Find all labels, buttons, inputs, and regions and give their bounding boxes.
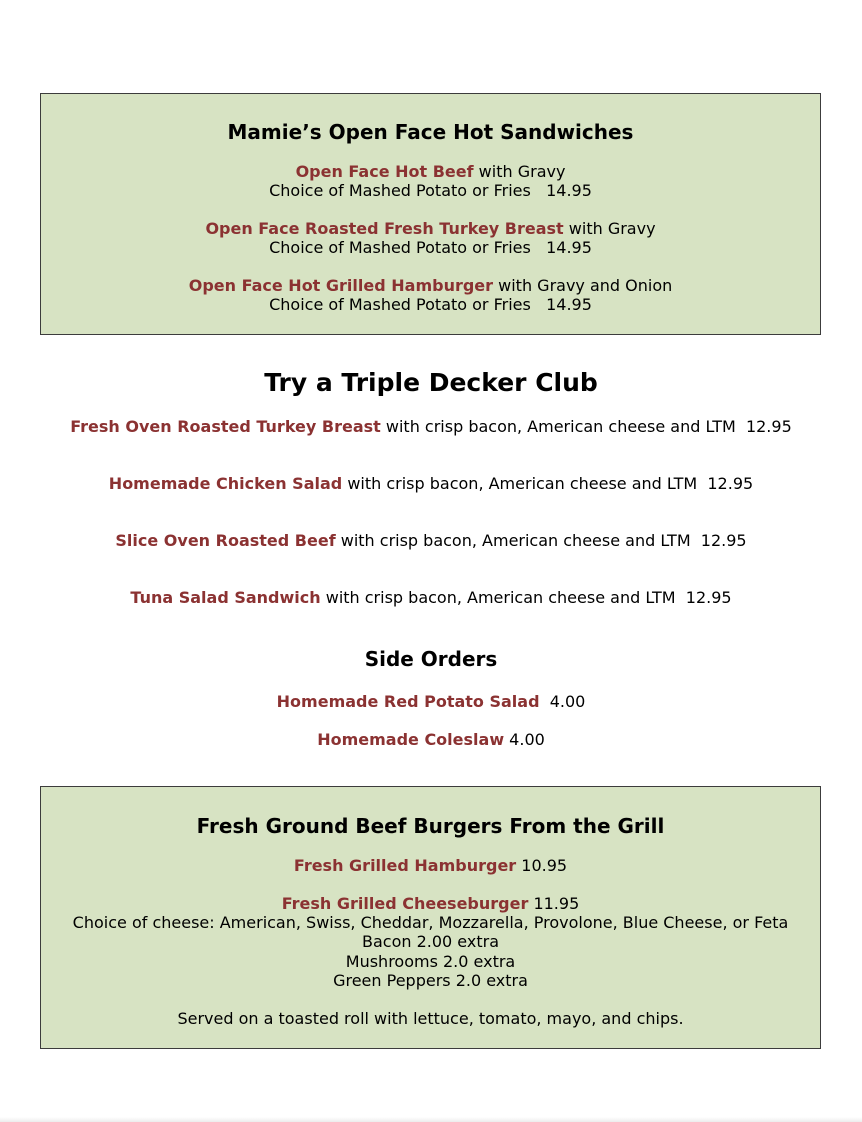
menu-item [0, 692, 862, 712]
item-detail: Choice of Mashed Potato or Fries 14.95 [269, 295, 592, 314]
item-description: with Gravy [473, 162, 566, 181]
item-price: 10.95 [516, 856, 568, 875]
menu-item [41, 276, 820, 296]
item-name: Homemade Coleslaw [317, 730, 505, 749]
item-name: Fresh Grilled Cheeseburger [281, 894, 529, 913]
item-description: with Gravy [563, 219, 656, 238]
item-detail: Choice of Mashed Potato or Fries 14.95 [269, 181, 592, 200]
item-price: 4.00 [539, 692, 586, 711]
item-name: Homemade Chicken Salad [108, 474, 343, 493]
item-name: Fresh Grilled Hamburger [293, 856, 517, 875]
item-name: Tuna Salad Sandwich [130, 588, 321, 607]
club-title: Try a Triple Decker Club [264, 368, 598, 397]
item-description: with Gravy and Onion [493, 276, 673, 295]
menu-item [0, 588, 862, 608]
item-name: Homemade Red Potato Salad [276, 692, 540, 711]
menu-item [41, 219, 820, 239]
burgers-footer-note: Served on a toasted roll with lettuce, tomato, mayo, and chips. [177, 1009, 684, 1028]
menu-item [41, 162, 820, 182]
item-detail: Choice of Mashed Potato or Fries 14.95 [269, 238, 592, 257]
item-price: 4.00 [504, 730, 545, 749]
menu-item [0, 474, 862, 494]
item-name: Open Face Hot Grilled Hamburger [188, 276, 494, 295]
cheese-choice: Choice of cheese: American, Swiss, Cheddar, Mozzarella, Provolone, Blue Cheese, or Feta [72, 913, 789, 932]
item-price: 11.95 [528, 894, 580, 913]
menu-item [41, 894, 820, 914]
menu-item [41, 856, 820, 876]
extra-option: Bacon 2.00 extra [362, 932, 499, 951]
menu-item [0, 730, 862, 750]
menu-item [0, 531, 862, 551]
extra-option: Green Peppers 2.0 extra [333, 971, 528, 990]
burgers-title: Fresh Ground Beef Burgers From the Grill [196, 814, 665, 838]
item-description: with crisp bacon, American cheese and LTM 12.95 [380, 417, 792, 436]
burgers-section [40, 786, 821, 1049]
item-name: Open Face Roasted Fresh Turkey Breast [205, 219, 564, 238]
item-description: with crisp bacon, American cheese and LTM 12.95 [342, 474, 754, 493]
extra-option: Mushrooms 2.0 extra [345, 952, 516, 971]
sides-title: Side Orders [364, 647, 498, 671]
item-description: with crisp bacon, American cheese and LTM 12.95 [335, 531, 747, 550]
menu-item [0, 417, 862, 437]
item-description: with crisp bacon, American cheese and LTM 12.95 [320, 588, 732, 607]
item-name: Open Face Hot Beef [295, 162, 474, 181]
item-name: Slice Oven Roasted Beef [115, 531, 336, 550]
open-face-title: Mamie’s Open Face Hot Sandwiches [227, 120, 634, 144]
open-face-section [40, 93, 821, 335]
item-name: Fresh Oven Roasted Turkey Breast [70, 417, 381, 436]
page-bottom-edge [0, 1117, 862, 1122]
